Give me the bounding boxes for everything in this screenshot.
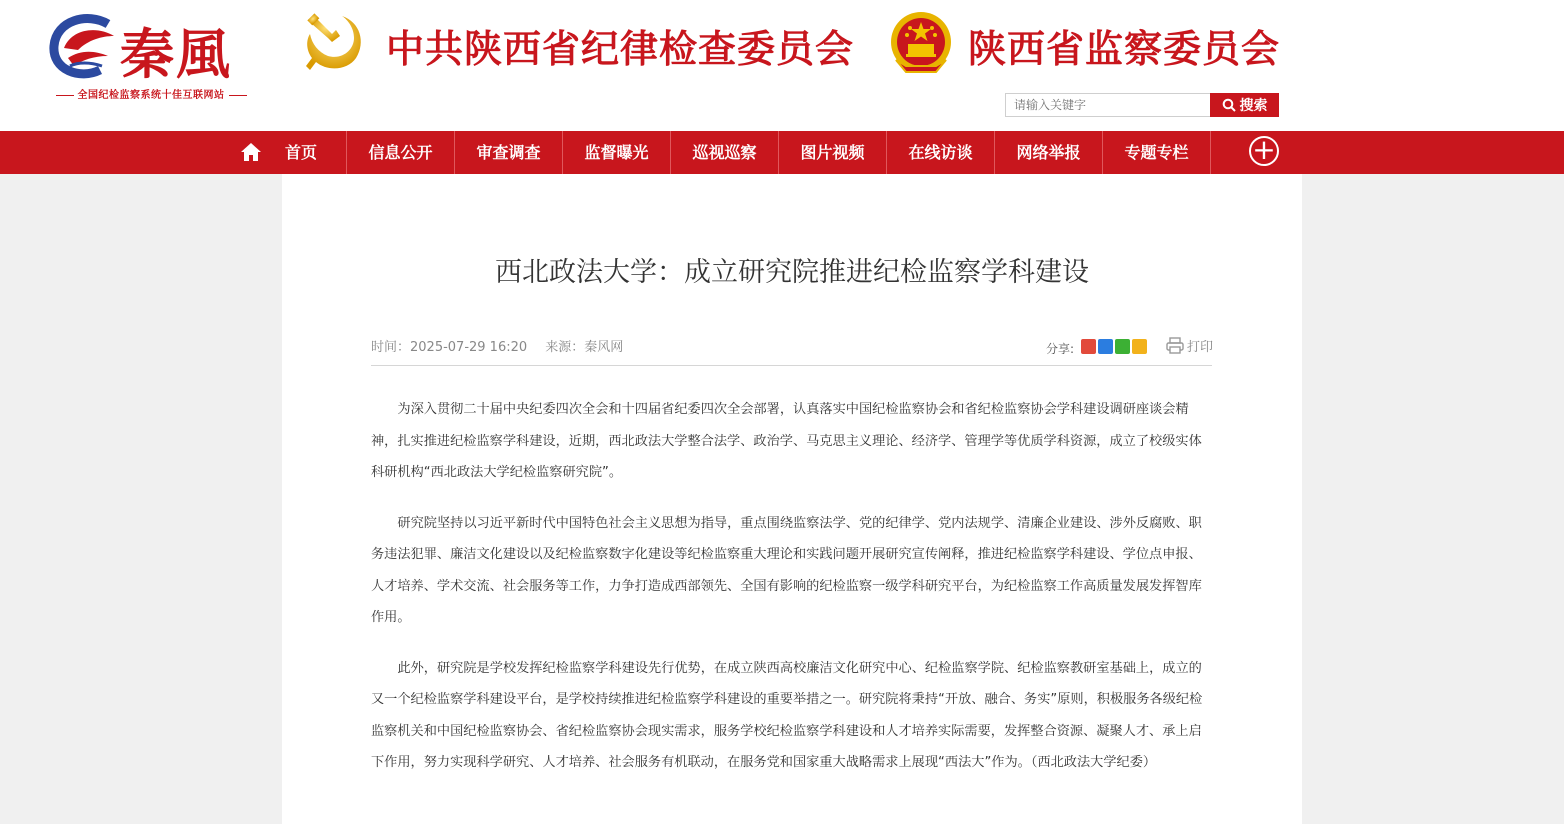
share-label: 分享:	[1046, 342, 1075, 356]
article-title: 西北政法大学：成立研究院推进纪检监察学科建设	[495, 257, 1089, 288]
qinfeng-logo-icon	[48, 14, 120, 80]
printer-icon	[1166, 337, 1184, 354]
weibo-share-icon[interactable]	[1081, 339, 1096, 354]
qq-share-icon[interactable]	[1098, 339, 1113, 354]
qzone-share-icon[interactable]	[1132, 339, 1147, 354]
search-input[interactable]	[1005, 93, 1211, 117]
print-label: 打印	[1187, 340, 1214, 355]
search-bar	[1005, 93, 1279, 117]
nav-item-inspection-tour[interactable]: 巡视巡察	[692, 143, 757, 162]
national-emblem-icon	[886, 8, 956, 80]
more-menu-plus-icon[interactable]: +	[1249, 136, 1279, 166]
nav-item-supervision-exposure[interactable]: 监督曝光	[584, 143, 649, 162]
search-button[interactable]	[1210, 93, 1279, 117]
print-button[interactable]	[1166, 336, 1213, 355]
supervisory-commission-title: 陕西省监察委员会	[968, 26, 1281, 71]
article-paragraph: 为深入贯彻二十届中央纪委四次全会和十四届省纪委四次全会部署，认真落实中国纪检监察协会和省纪检监察协会学科建设调研座谈会精神，扎实推进纪检监察学科建设，近期，西北政法大学整合法学、政治学、马克思主义理论、经济学、管理学等优质学科资源，成立了校级实体科研机构“西北政法大学纪检监察研究院”。	[371, 402, 1202, 480]
nav-divider	[1210, 131, 1211, 174]
logo-text: 秦風	[120, 22, 232, 86]
nav-item-investigation[interactable]: 审查调查	[476, 143, 541, 162]
site-logo[interactable]	[40, 10, 270, 100]
meta-divider	[371, 365, 1212, 366]
article-body	[371, 394, 1212, 798]
commission-title: 中共陕西省纪律检查委员会	[386, 26, 855, 71]
nav-item-info-disclosure[interactable]: 信息公开	[368, 143, 433, 162]
nav-item-photo-video[interactable]: 图片视频	[800, 143, 865, 162]
publish-time: 时间：2025-07-29 16:20	[371, 340, 528, 355]
logo-subtitle: 全国纪检监察系统十佳互联网站	[40, 86, 262, 101]
nav-item-home[interactable]: 首页	[284, 143, 317, 162]
nav-item-online-interview[interactable]: 在线访谈	[908, 143, 973, 162]
search-button-label: 搜索	[1239, 98, 1268, 114]
article-paragraph: 此外，研究院是学校发挥纪检监察学科建设先行优势，在成立陕西高校廉洁文化研究中心、纪检监察学院、纪检监察教研室基础上，成立的又一个纪检监察学科建设平台，是学校持续推进纪检监察学科建设的重要举措之一。研究院将秉持“开放、融合、务实”原则，积极服务各级纪检监察机关和中国纪检监察协会、省纪检监察协会现实需求，服务学校纪检监察学科建设和人才培养实际需要，发挥整合资源、凝聚人才、承上启下作用，努力实现科学研究、人才培养、社会服务有机联动，在服务党和国家重大战略需求上展现“西法大”作为。（西北政法大学纪委）	[371, 660, 1203, 770]
article-source: 来源：秦风网	[545, 340, 624, 355]
nav-item-online-report[interactable]: 网络举报	[1016, 143, 1081, 162]
share-icons	[1081, 339, 1147, 354]
main-nav	[0, 131, 1564, 174]
nav-item-special-topics[interactable]: 专题专栏	[1124, 143, 1189, 162]
site-header	[0, 0, 1564, 131]
article-paragraph: 研究院坚持以习近平新时代中国特色社会主义思想为指导，重点围绕监察法学、党的纪律学、党内法规学、清廉企业建设、涉外反腐败、职务违法犯罪、廉洁文化建设以及纪检监察数字化建设等纪检监察重大理论和实践问题开展研究宣传阐释，推进纪检监察学科建设、学位点申报、人才培养、学术交流、社会服务等工作，力争打造成西部领先、全国有影响的纪检监察一级学科研究平台，为纪检监察工作高质量发展发挥智库作用。	[371, 515, 1202, 625]
wechat-share-icon[interactable]	[1115, 339, 1130, 354]
article-meta	[371, 336, 637, 355]
article-panel	[282, 174, 1302, 824]
party-emblem-icon	[302, 10, 368, 76]
search-icon	[1222, 98, 1236, 112]
home-icon[interactable]	[240, 142, 262, 162]
